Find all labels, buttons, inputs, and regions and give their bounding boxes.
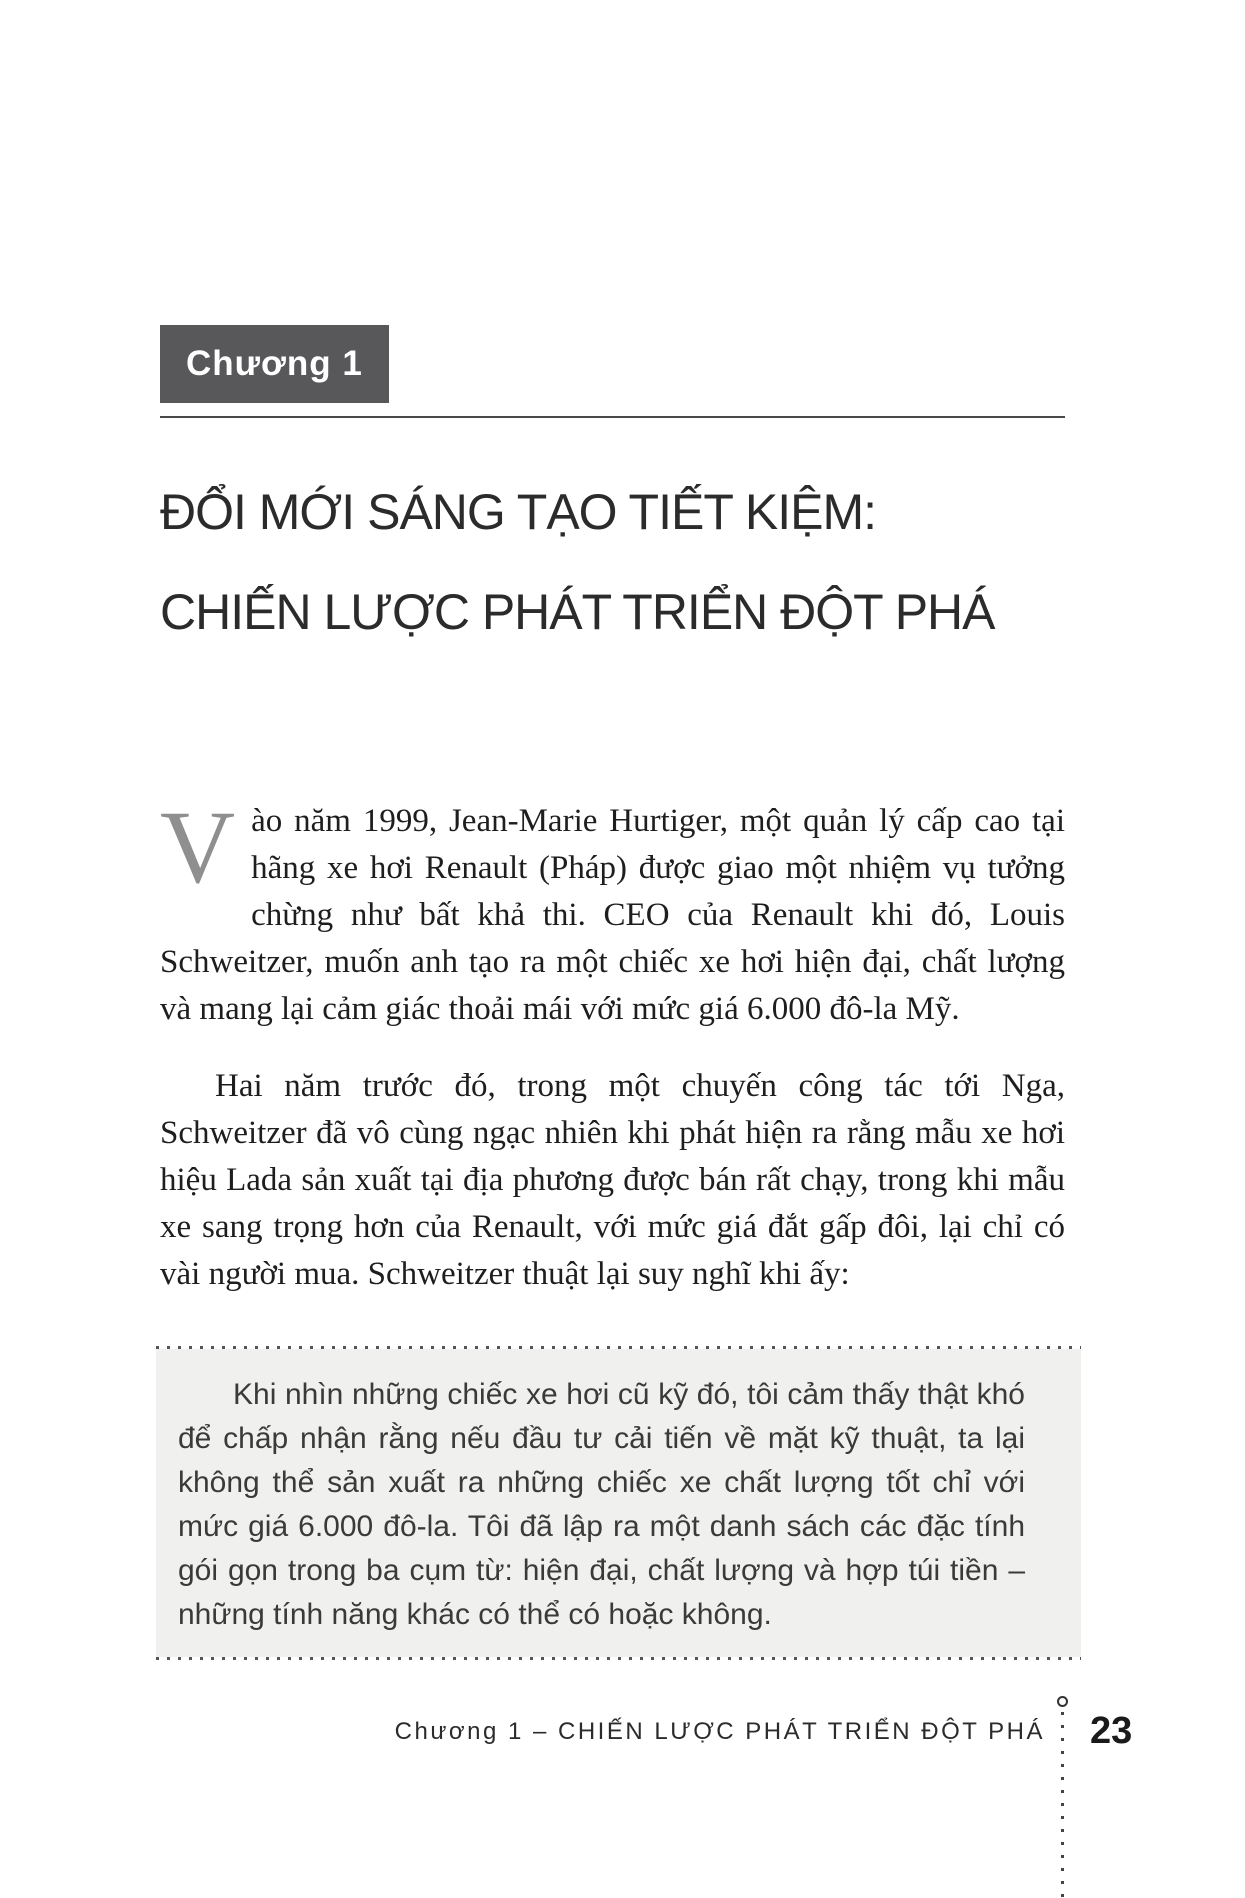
quote-block — [156, 1346, 1081, 1660]
footer-vertical-dotted-divider — [1061, 1712, 1064, 1898]
chapter-title-line-2: CHIẾN LƯỢC PHÁT TRIỂN ĐỘT PHÁ — [160, 584, 995, 640]
chapter-badge: Chương 1 — [160, 325, 389, 403]
body-paragraph — [160, 790, 1065, 1033]
page-content — [160, 0, 1065, 1660]
chapter-title-line-1: ĐỔI MỚI SÁNG TẠO TIẾT KIỆM: — [160, 484, 876, 540]
body-paragraph: Hai năm trước đó, trong một chuyến công tác tới Nga, Schweitzer đã vô cùng ngạc nhiên khi phát hiện ra rằng mẫu xe hơi hiệu Lada sản xuất tại địa phương được bán rất chạy, trong khi mẫu xe sang trọng hơn của Renault, với mức giá đắt gấp đôi, lại chỉ có vài người mua. Schweitzer thuật lại suy nghĩ khi ấy: — [160, 1068, 1065, 1292]
footer-running-title: Chương 1 – CHIẾN LƯỢC PHÁT TRIỂN ĐỘT PHÁ — [394, 1718, 1045, 1745]
dotted-divider-bottom — [156, 1657, 1081, 1660]
page-number: 23 — [1090, 1710, 1133, 1752]
quote-text: Khi nhìn những chiếc xe hơi cũ kỹ đó, tôi cảm thấy thật khó để chấp nhận rằng nếu đầu tư cải tiến về mặt kỹ thuật, ta lại không thể sản xuất ra những chiếc xe chất lượng tốt chỉ với mức giá 6.000 đô-la. Tôi đã lập ra một danh sách các đặc tính gói gọn trong ba cụm từ: hiện đại, chất lượng và hợp túi tiền – những tính năng khác có thể có hoặc không. — [156, 1349, 1081, 1657]
footer-divider-circle-icon — [1057, 1696, 1068, 1707]
paragraph-text: ào năm 1999, Jean-Marie Hurtiger, một quản lý cấp cao tại hãng xe hơi Renault (Pháp) được giao một nhiệm vụ tưởng chừng như bất khả thi. CEO của Renault khi đó, Louis Schweitzer, muốn anh tạo ra một chiếc xe hơi hiện đại, chất lượng và mang lại cảm giác thoải mái với mức giá 6.000 đô-la Mỹ. — [160, 803, 1065, 1027]
chapter-title — [160, 462, 1065, 662]
header-rule — [160, 416, 1065, 418]
dropcap-letter: V — [160, 790, 236, 905]
